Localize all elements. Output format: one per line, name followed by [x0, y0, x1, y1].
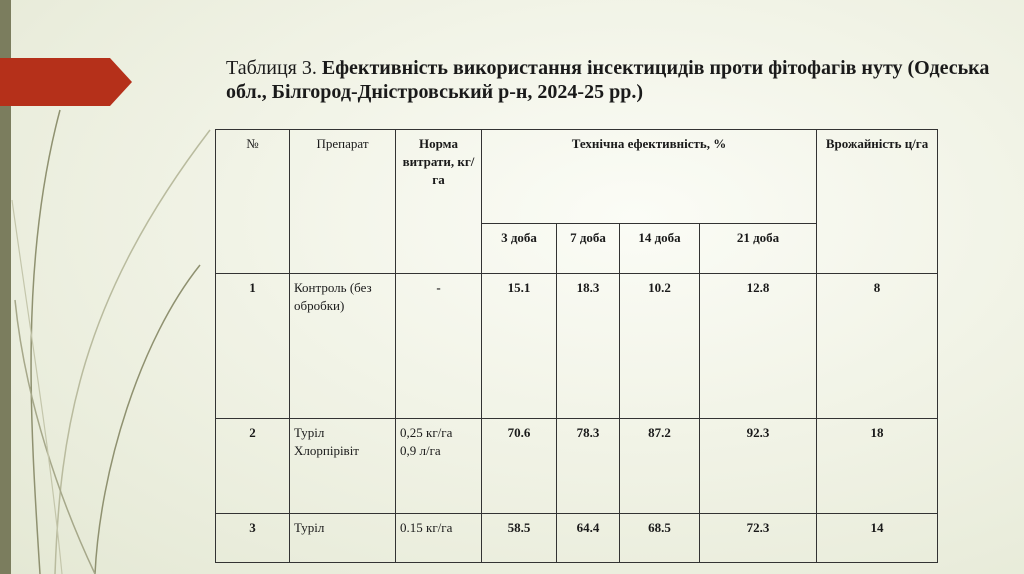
row-day-14: 87.2 — [620, 419, 700, 514]
row-yield: 8 — [817, 274, 938, 419]
slide-title — [226, 56, 996, 104]
row-day-3: 70.6 — [482, 419, 557, 514]
row-rate — [396, 419, 482, 514]
row-day-7: 18.3 — [557, 274, 620, 419]
header-row — [216, 130, 938, 224]
row-day-3: 58.5 — [482, 514, 557, 563]
row-preparation: Туріл — [290, 514, 396, 563]
row-rate: 0.15 кг/га — [396, 514, 482, 563]
table-row — [216, 514, 938, 563]
title-text: Ефективність використання інсектицидів проти фітофагів нуту (Одеська обл., Білгород-Дністровський р-н, 2024-25 рр.) — [226, 57, 990, 103]
header-day-21: 21 доба — [700, 224, 817, 274]
header-day-3: 3 доба — [482, 224, 557, 274]
table-row — [216, 274, 938, 419]
title-prefix: Таблиця 3. — [226, 57, 317, 79]
row-day-7: 78.3 — [557, 419, 620, 514]
header-day-14: 14 доба — [620, 224, 700, 274]
row-rate: - — [396, 274, 482, 419]
row-day-3: 15.1 — [482, 274, 557, 419]
row-day-7: 64.4 — [557, 514, 620, 563]
row-num: 2 — [216, 419, 290, 514]
row-day-21: 12.8 — [700, 274, 817, 419]
header-day-7: 7 доба — [557, 224, 620, 274]
preparation-line-2: Хлорпірівіт — [294, 443, 359, 458]
header-efficiency: Технічна ефективність, % — [482, 130, 817, 224]
table-row — [216, 419, 938, 514]
rate-line-1: 0,25 кг/га — [400, 425, 453, 440]
efficiency-table — [215, 129, 938, 563]
row-yield: 14 — [817, 514, 938, 563]
header-yield: Врожайність ц/га — [817, 130, 938, 274]
header-num: № — [216, 130, 290, 274]
header-rate: Норма витрати, кг/га — [396, 130, 482, 274]
row-day-14: 68.5 — [620, 514, 700, 563]
row-preparation — [290, 419, 396, 514]
row-num: 1 — [216, 274, 290, 419]
rate-line-2: 0,9 л/га — [400, 443, 441, 458]
header-preparation: Препарат — [290, 130, 396, 274]
row-num: 3 — [216, 514, 290, 563]
row-preparation: Контроль (без обробки) — [290, 274, 396, 419]
row-day-14: 10.2 — [620, 274, 700, 419]
red-arrow-decoration — [0, 58, 132, 106]
row-yield: 18 — [817, 419, 938, 514]
row-day-21: 92.3 — [700, 419, 817, 514]
preparation-line-1: Туріл — [294, 425, 325, 440]
row-day-21: 72.3 — [700, 514, 817, 563]
